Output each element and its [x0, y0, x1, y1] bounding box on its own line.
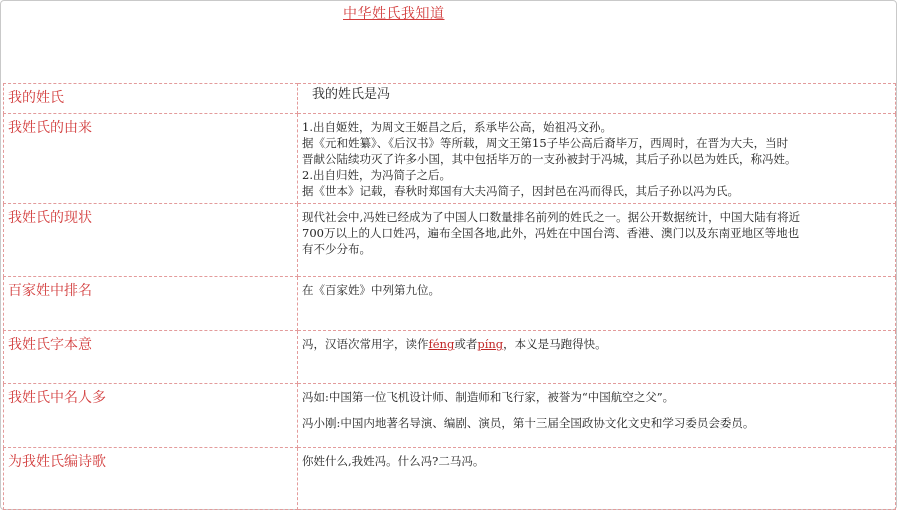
- row-content: [298, 448, 896, 510]
- content-line: 1.出自姬姓，为周文王姬昌之后，系承毕公高，始祖冯文孙。: [302, 120, 612, 134]
- table-row-origin: [4, 114, 896, 204]
- table-row-my-surname: [4, 84, 896, 114]
- row-content: [298, 114, 896, 204]
- row-content: [298, 277, 896, 331]
- table-row-poem: [4, 448, 896, 510]
- row-content: [298, 331, 896, 384]
- row-label: 百家姓中排名: [4, 277, 298, 331]
- table-row-meaning: [4, 331, 896, 384]
- surname-table: [3, 83, 896, 510]
- content-line: 有不少分布。: [302, 242, 371, 256]
- row-label: 我姓氏中名人多: [4, 384, 298, 448]
- row-label: 为我姓氏编诗歌: [4, 448, 298, 510]
- content-line: 在《百家姓》中列第九位。: [302, 283, 440, 297]
- table-row-ranking: [4, 277, 896, 331]
- table-row-famous-people: [4, 384, 896, 448]
- content-line: [302, 336, 889, 352]
- pinyin-feng: féng: [428, 337, 455, 351]
- table-row-status: [4, 204, 896, 277]
- meaning-text-pre: 冯，汉语次常用字，读作: [302, 337, 429, 351]
- paragraph-gap: [302, 405, 889, 415]
- content-line: 冯小刚:中国内地著名导演、编剧、演员，第十三届全国政协文化文史和学习委员会委员。: [302, 416, 755, 430]
- row-content: [298, 384, 896, 448]
- content-line: 据《世本》记载，春秋时郑国有大夫冯简子，因封邑在冯而得氏，其后子孙以冯为氏。: [302, 184, 739, 198]
- row-label: 我姓氏的现状: [4, 204, 298, 277]
- pinyin-ping: píng: [477, 337, 504, 351]
- content-line: 你姓什么,我姓冯。什么冯?二马冯。: [302, 454, 485, 468]
- content-line: 据《元和姓纂》、《后汉书》等所载，周文王第15子毕公高后裔毕万，西周时，在晋为大夫，当时: [302, 136, 789, 150]
- meaning-text-mid: 或者: [454, 337, 478, 351]
- document-title: 中华姓氏我知道: [343, 6, 445, 22]
- content-line: 冯如:中国第一位飞机设计师、制造师和飞行家，被誉为“中国航空之父”。: [302, 390, 675, 404]
- row-label: 我的姓氏: [4, 84, 298, 114]
- row-content: [298, 204, 896, 277]
- content-line: 晋献公陆续功灭了许多小国，其中包括毕万的一支孙被封于冯城，其后子孙以邑为姓氏，称冯姓。: [302, 152, 797, 166]
- row-label: 我姓氏的由来: [4, 114, 298, 204]
- content-line: 700万以上的人口姓冯，遍布全国各地,此外，冯姓在中国台湾、香港、澳门以及东南亚地区等地也: [302, 226, 800, 240]
- content-line: 我的姓氏是冯: [312, 87, 391, 102]
- row-label: 我姓氏字本意: [4, 331, 298, 384]
- row-content: [298, 84, 896, 114]
- content-line: 现代社会中,冯姓已经成为了中国人口数量排名前列的姓氏之一。据公开数据统计，中国大陆有将近: [302, 210, 801, 224]
- meaning-text-post: ，本义是马跑得快。: [503, 337, 607, 351]
- content-line: 2.出自归姓，为冯简子之后。: [302, 168, 451, 182]
